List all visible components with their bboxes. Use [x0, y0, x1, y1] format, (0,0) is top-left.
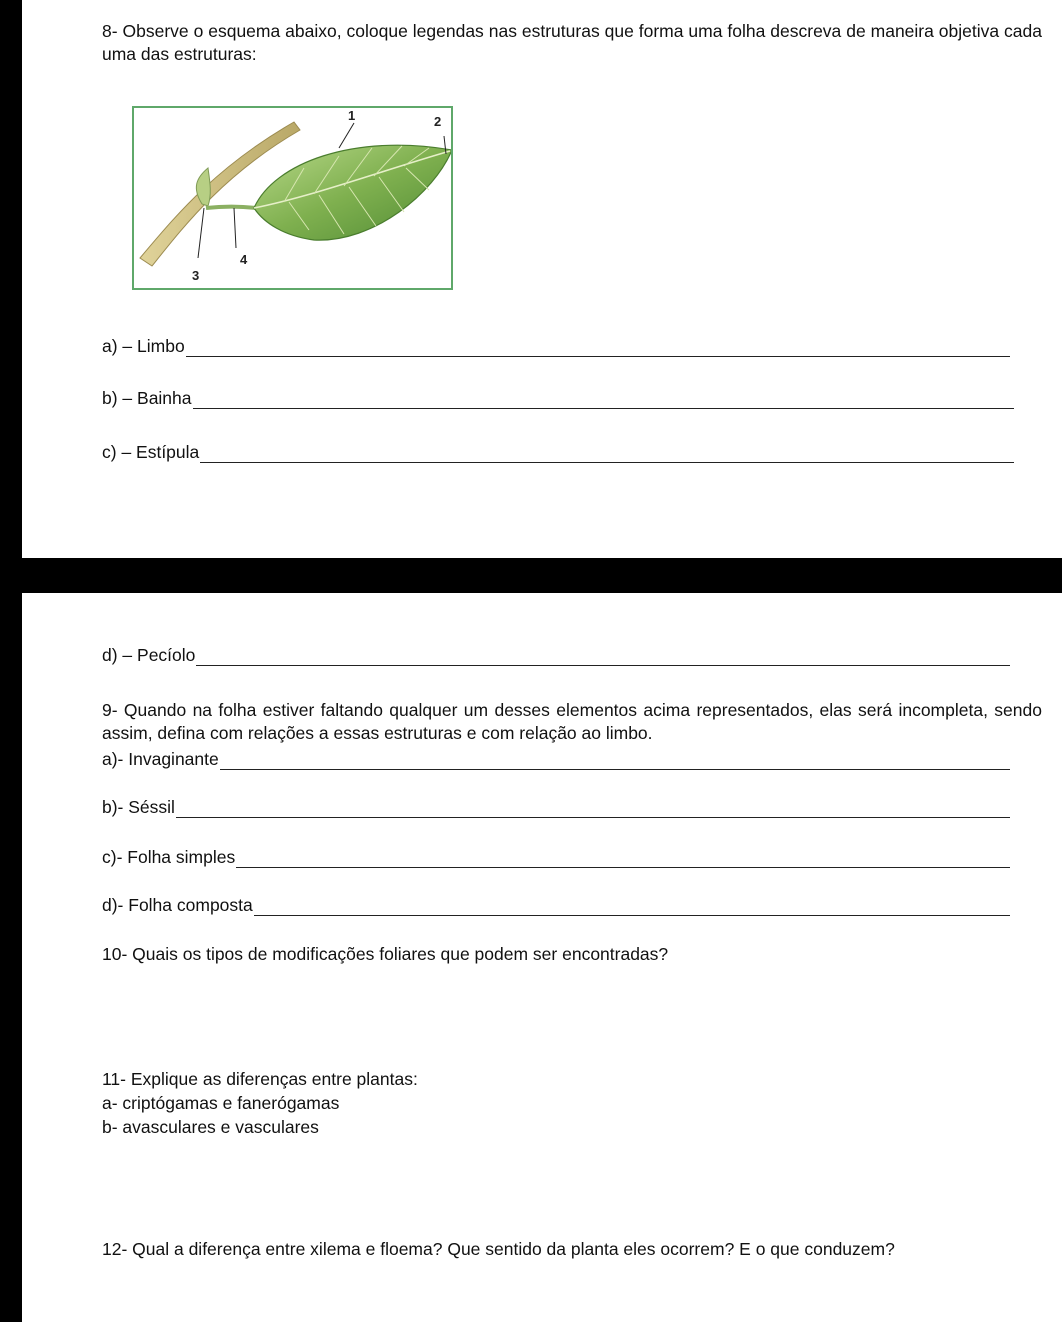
question-11-text: 11- Explique as diferenças entre plantas: — [102, 1069, 418, 1089]
q8-item-c-label: c) – Estípula — [102, 442, 200, 462]
q9-item-d-label: d)- Folha composta — [102, 895, 253, 915]
q8-item-b-answer-line[interactable] — [193, 391, 1014, 409]
leaf-illustration — [134, 108, 451, 288]
leaf-diagram — [132, 106, 453, 290]
q9-item-d-answer-line[interactable] — [254, 898, 1010, 916]
question-11-item-a: a- criptógamas e fanerógamas — [102, 1093, 340, 1113]
question-9-text: 9- Quando na folha estiver faltando qualquer um desses elementos acima representados, elas será incompleta, sendo assim, defina com relações a essas estruturas e com relação ao limbo. — [102, 700, 1042, 743]
figure-label-1: 1 — [348, 108, 356, 123]
q9-item-c-answer-line[interactable] — [236, 850, 1010, 868]
question-12-text: 12- Qual a diferença entre xilema e floema? Que sentido da planta eles ocorrem? E o que conduzem? — [102, 1239, 895, 1259]
q8-item-c — [102, 442, 1014, 463]
q9-item-c-label: c)- Folha simples — [102, 847, 236, 867]
question-11-item-b: b- avasculares e vasculares — [102, 1117, 319, 1137]
q8-item-b — [102, 388, 1014, 409]
q8-item-a-label: a) – Limbo — [102, 336, 185, 356]
q9-item-a — [102, 749, 1010, 770]
q9-item-b-answer-line[interactable] — [176, 800, 1010, 818]
page-bottom — [22, 593, 1062, 1322]
q8-item-a-answer-line[interactable] — [186, 339, 1010, 357]
q9-item-d — [102, 895, 1010, 916]
q8-item-a — [102, 336, 1010, 357]
q8-item-d-label: d) – Pecíolo — [102, 645, 196, 665]
q9-item-a-answer-line[interactable] — [220, 752, 1010, 770]
q9-item-b-label: b)- Séssil — [102, 797, 175, 817]
q9-item-b — [102, 797, 1010, 818]
q8-item-c-answer-line[interactable] — [200, 445, 1014, 463]
q9-item-c — [102, 847, 1010, 868]
q9-item-a-label: a)- Invaginante — [102, 749, 219, 769]
figure-label-3: 3 — [192, 268, 200, 283]
page-top — [22, 0, 1062, 558]
q8-item-d — [102, 645, 1010, 666]
question-10-text: 10- Quais os tipos de modificações foliares que podem ser encontradas? — [102, 944, 669, 964]
q8-item-d-answer-line[interactable] — [196, 648, 1010, 666]
figure-label-2: 2 — [434, 114, 442, 129]
question-8-text: 8- Observe o esquema abaixo, coloque legendas nas estruturas que forma uma folha descreva de maneira objetiva cada uma das estruturas: — [102, 21, 1042, 64]
q8-item-b-label: b) – Bainha — [102, 388, 192, 408]
figure-label-4: 4 — [240, 252, 248, 267]
